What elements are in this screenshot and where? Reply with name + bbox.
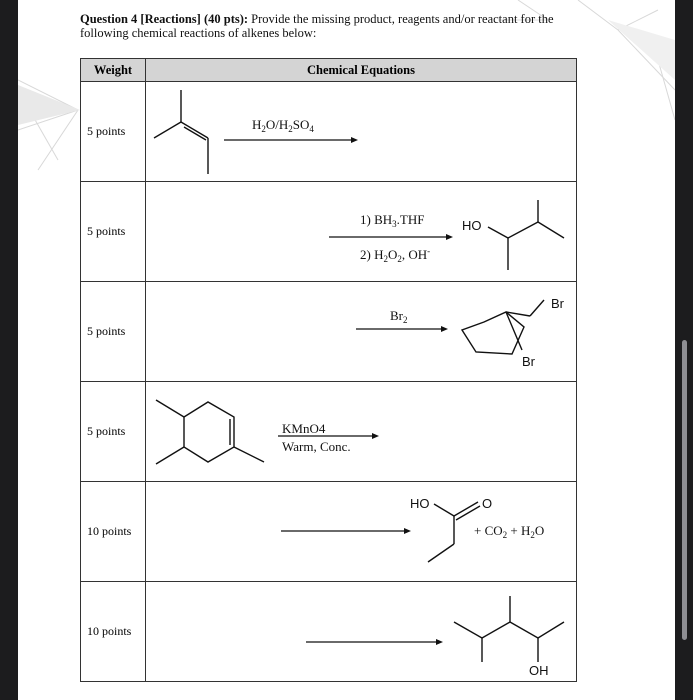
table-header-row <box>81 59 577 82</box>
alcohol-product <box>454 596 564 662</box>
question-heading: Question 4 [Reactions] (40 pts): <box>80 12 249 26</box>
equation-cell <box>146 582 577 682</box>
cyclohexene-reactant <box>156 400 264 464</box>
reagent-label-1: 1) $BH_3.THF$ <box>360 212 425 229</box>
reagent-label: $H_2O/H_2SO_4$ <box>252 117 314 134</box>
equation-cell <box>146 482 577 582</box>
hydroxyl-label: OH <box>529 663 549 678</box>
bromine-label-bottom: Br <box>522 354 535 369</box>
bromine-label-top: Br <box>551 296 564 311</box>
reaction-3-diagram <box>146 282 577 381</box>
weight-header: Weight <box>81 59 146 82</box>
row-points: 5 points <box>81 382 146 482</box>
reaction-6-diagram <box>146 582 577 681</box>
reaction-1-diagram <box>146 82 577 181</box>
reaction-2-diagram <box>146 182 577 281</box>
equation-cell <box>146 382 577 482</box>
alkene-structure <box>154 90 208 174</box>
reaction-4-diagram <box>146 382 577 481</box>
equation-cell <box>146 282 577 382</box>
document-page <box>18 0 675 700</box>
equation-cell <box>146 182 577 282</box>
row-points: 10 points <box>81 482 146 582</box>
question-prompt <box>80 12 580 40</box>
byproducts-label: + $CO_2 + H_2O$ <box>474 523 545 540</box>
product-structure <box>488 200 564 270</box>
reagent-label-2: 2) $H_2O_2$, OH- <box>360 246 431 264</box>
table-row <box>81 282 577 382</box>
scrollbar[interactable] <box>682 340 687 640</box>
table-row <box>81 582 577 682</box>
cyclopentane-product <box>462 300 544 354</box>
table-row <box>81 482 577 582</box>
equations-header: Chemical Equations <box>146 59 577 82</box>
row-points: 10 points <box>81 582 146 682</box>
table-row <box>81 82 577 182</box>
question-text: Provide the missing product, reagents and/or reactant for the following chemical reactions of alkenes below: <box>80 12 554 40</box>
equation-cell <box>146 82 577 182</box>
product-label-ho: HO <box>462 218 482 233</box>
reagent-label-1: KMnO4 <box>282 421 326 436</box>
product-label-o: O <box>482 496 493 511</box>
carboxylic-acid-product <box>428 502 480 562</box>
product-label-ho: HO <box>410 496 430 511</box>
reaction-5-diagram <box>146 482 577 581</box>
reactions-table <box>80 58 577 682</box>
row-points: 5 points <box>81 182 146 282</box>
row-points: 5 points <box>81 82 146 182</box>
reagent-label-2: Warm, Conc. <box>282 439 351 454</box>
reagent-label: $Br_2$ <box>390 308 408 325</box>
table-row <box>81 382 577 482</box>
table-row <box>81 182 577 282</box>
row-points: 5 points <box>81 282 146 382</box>
